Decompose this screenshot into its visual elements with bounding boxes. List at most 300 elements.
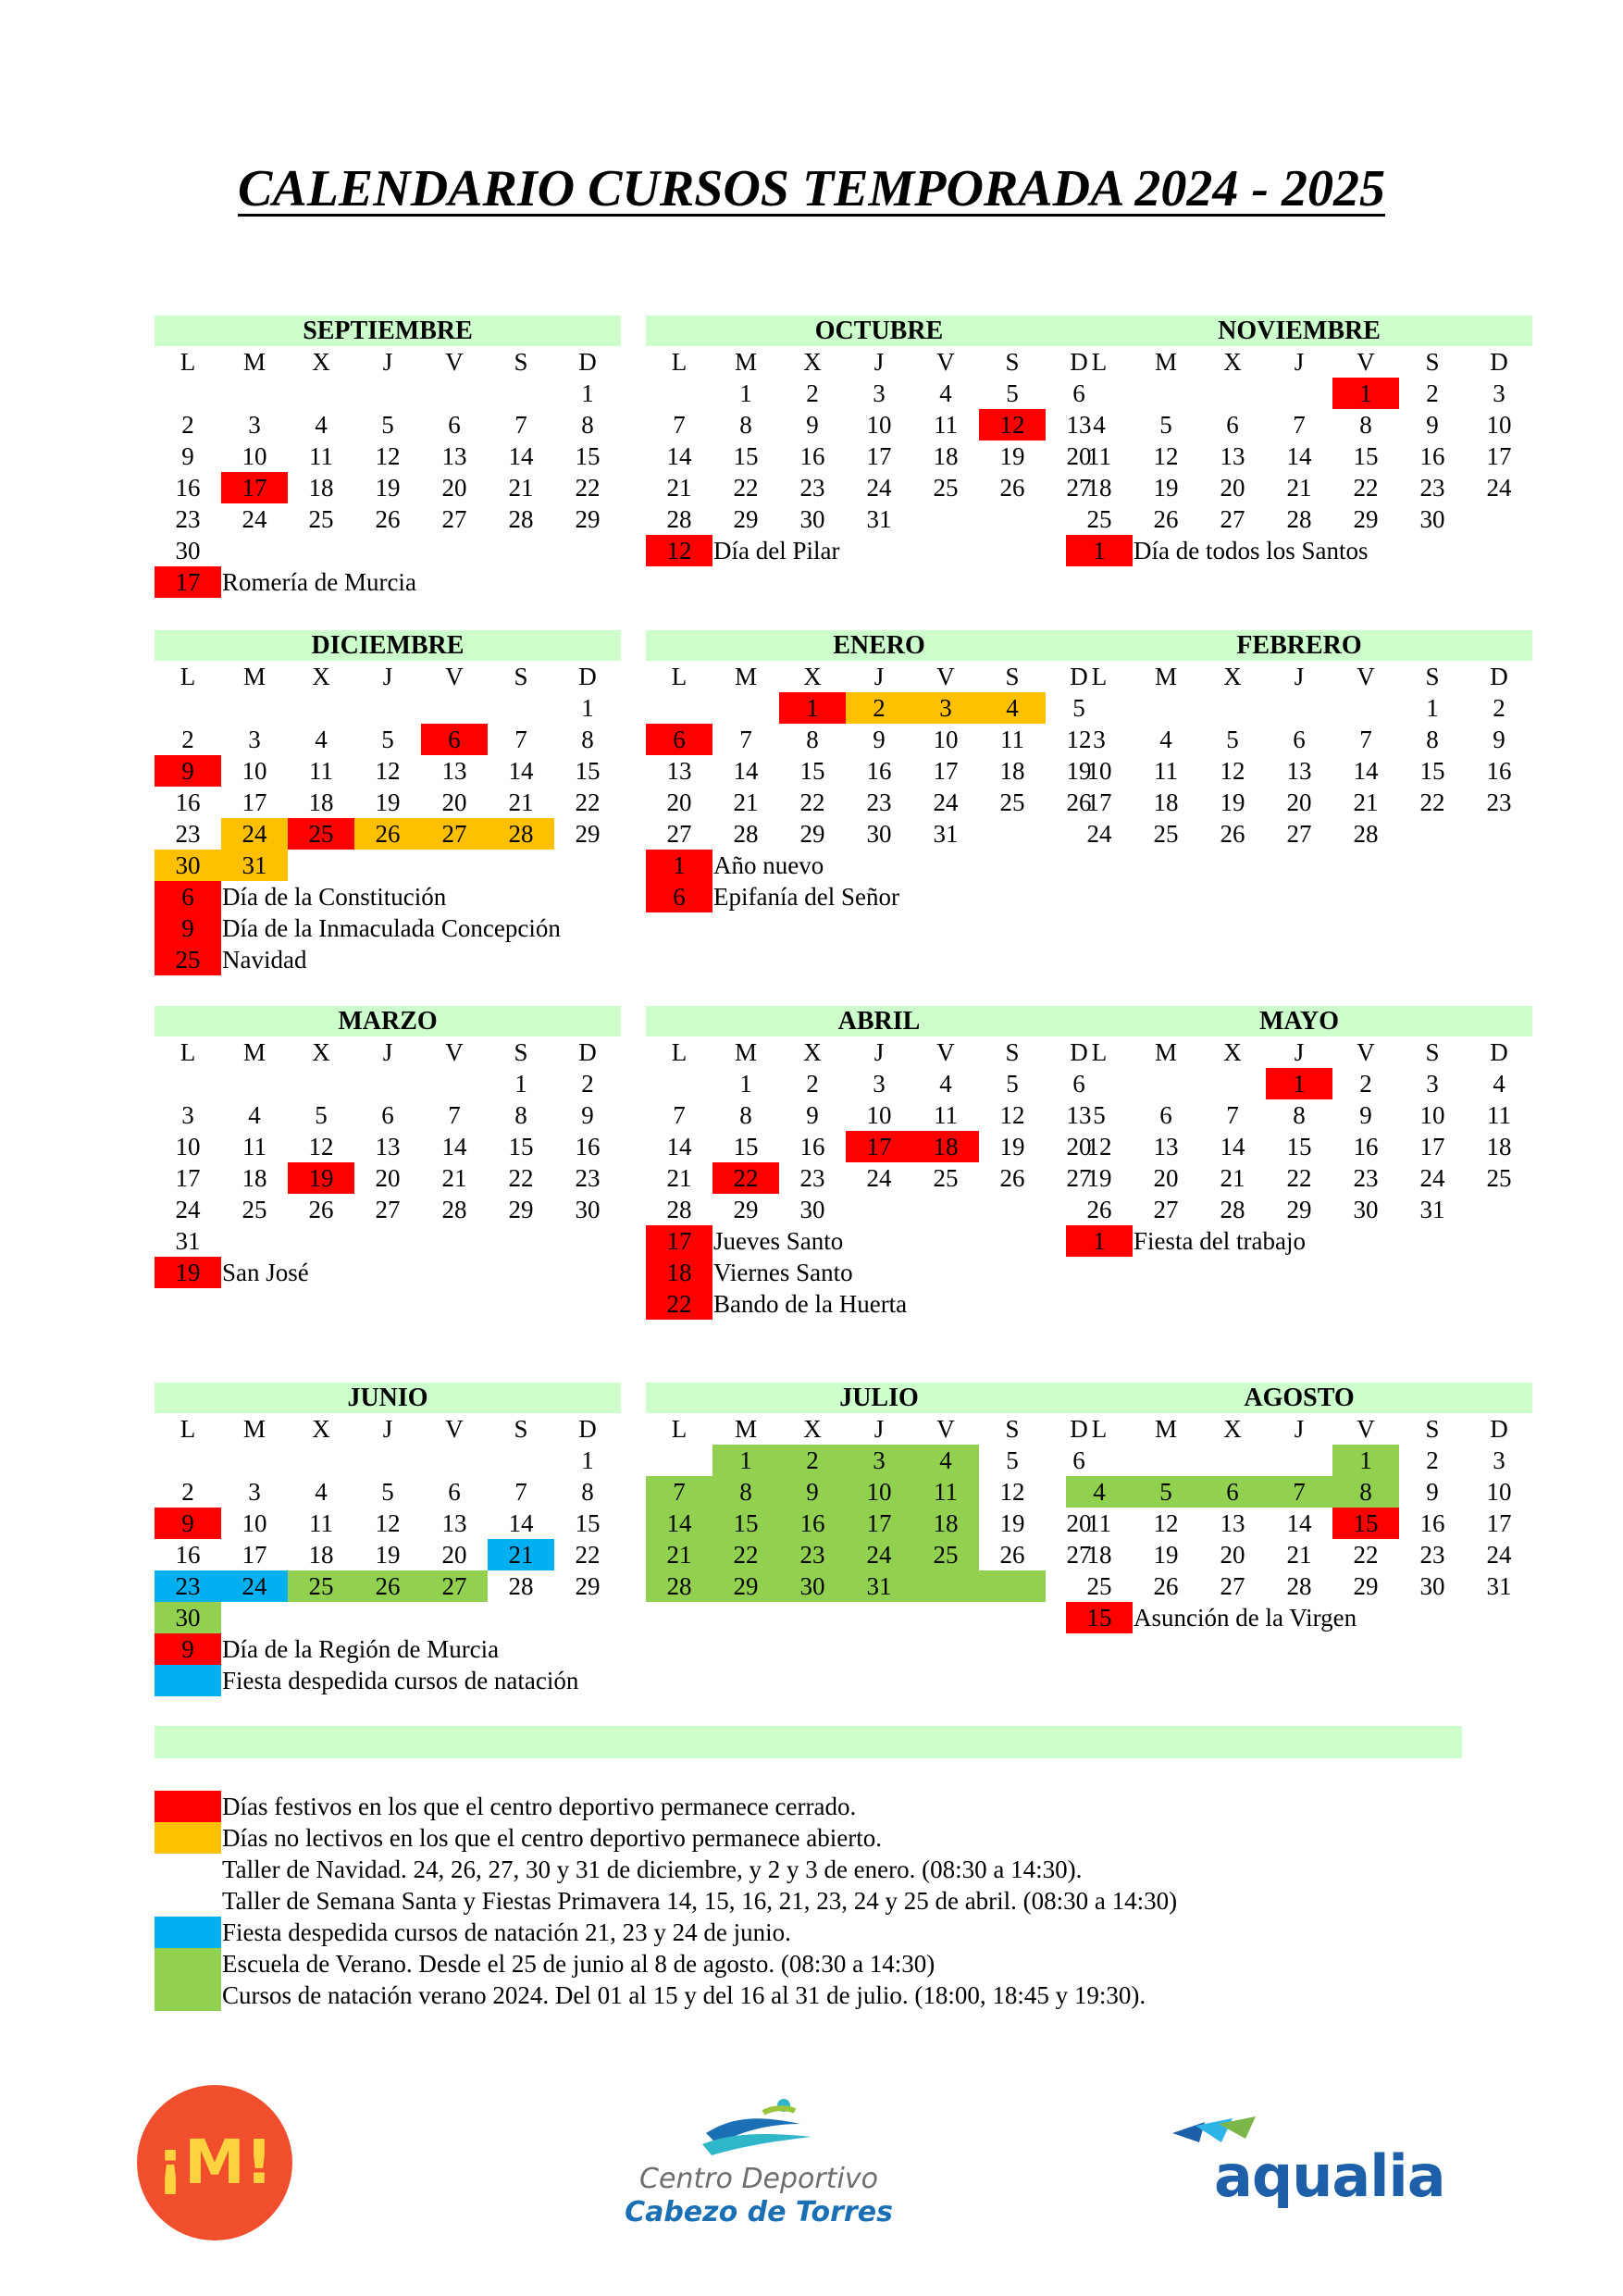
weekday-row bbox=[1066, 346, 1532, 378]
weekday-label: S bbox=[1425, 663, 1440, 690]
empty-cell bbox=[354, 1445, 421, 1476]
day-cell: 2 bbox=[779, 1445, 846, 1476]
week-row bbox=[155, 1539, 621, 1570]
day-cell: 28 bbox=[666, 505, 692, 533]
day-cell: 21 bbox=[441, 1164, 467, 1192]
day-cell: 17 bbox=[1419, 1133, 1445, 1160]
key-item bbox=[155, 1822, 1177, 1854]
day-cell: 20 bbox=[1066, 1133, 1092, 1160]
empty-cell bbox=[421, 1602, 488, 1633]
empty-cell bbox=[354, 1225, 421, 1257]
day-cell: 21 bbox=[1286, 1541, 1312, 1569]
week-row bbox=[646, 472, 1112, 503]
day-cell: 15 bbox=[575, 442, 601, 470]
week-row bbox=[155, 1445, 621, 1476]
day-cell: 8 bbox=[739, 1101, 752, 1129]
empty-cell bbox=[155, 692, 221, 724]
weekday-row bbox=[155, 346, 621, 378]
day-cell: 30 bbox=[1419, 505, 1445, 533]
empty-cell bbox=[1399, 818, 1466, 850]
day-cell: 14 bbox=[1286, 1509, 1312, 1537]
day-cell: 8 bbox=[514, 1101, 527, 1129]
day-cell: 24 bbox=[933, 788, 959, 816]
centro-deportivo-logo bbox=[620, 2096, 898, 2235]
empty-cell bbox=[354, 1068, 421, 1099]
day-cell: 31 bbox=[1419, 1196, 1445, 1223]
day-cell: 6 bbox=[1226, 411, 1239, 439]
day-cell: 26 bbox=[1066, 788, 1092, 816]
day-cell: 27 bbox=[1220, 505, 1245, 533]
day-cell: 26 bbox=[999, 1541, 1025, 1569]
week-row bbox=[155, 1162, 621, 1194]
day-cell: 7 bbox=[673, 411, 686, 439]
day-cell: 3 bbox=[1493, 1446, 1505, 1474]
weekday-label: S bbox=[1425, 1415, 1440, 1443]
day-cell: 3 bbox=[912, 692, 979, 724]
note-day: 17 bbox=[646, 1225, 712, 1257]
day-cell: 18 bbox=[1153, 788, 1179, 816]
day-cell: 28 bbox=[646, 1570, 712, 1602]
day-cell: 7 bbox=[1266, 1476, 1332, 1508]
day-cell: 2 bbox=[181, 411, 194, 439]
empty-cell bbox=[221, 1602, 288, 1633]
day-cell: 21 bbox=[488, 1539, 554, 1570]
day-cell: 15 bbox=[733, 442, 759, 470]
empty-cell bbox=[354, 378, 421, 409]
key-swatch bbox=[155, 1854, 221, 1885]
day-cell: 13 bbox=[441, 442, 467, 470]
page-title: CALENDARIO CURSOS TEMPORADA 2024 - 2025 bbox=[237, 160, 1385, 217]
day-cell: 18 bbox=[933, 442, 959, 470]
day-cell: 19 bbox=[1220, 788, 1245, 816]
weekday-row bbox=[155, 1413, 621, 1445]
day-cell: 17 bbox=[242, 1541, 267, 1569]
weekday-label: X bbox=[803, 348, 822, 376]
day-cell: 6 bbox=[1159, 1101, 1172, 1129]
day-cell: 5 bbox=[381, 1478, 394, 1506]
separator-bar bbox=[155, 1726, 1462, 1758]
day-cell: 9 bbox=[873, 726, 886, 753]
week-row bbox=[1066, 787, 1532, 818]
week-row bbox=[155, 535, 621, 566]
day-cell: 26 bbox=[999, 1164, 1025, 1192]
day-cell: 1 bbox=[1426, 694, 1439, 722]
note-text: Día de la Inmaculada Concepción bbox=[222, 914, 561, 942]
holiday-note bbox=[646, 1288, 1112, 1320]
day-cell: 24 bbox=[1486, 1541, 1512, 1569]
empty-cell bbox=[221, 1068, 288, 1099]
week-row bbox=[155, 1194, 621, 1225]
note-day: 9 bbox=[155, 912, 221, 944]
day-cell: 20 bbox=[441, 1541, 467, 1569]
week-row bbox=[1066, 409, 1532, 441]
empty-cell bbox=[221, 1445, 288, 1476]
holiday-note bbox=[1066, 535, 1532, 566]
day-cell: 4 bbox=[912, 1445, 979, 1476]
month-header: OCTUBRE bbox=[646, 316, 1112, 346]
empty-cell bbox=[421, 1068, 488, 1099]
empty-cell bbox=[1466, 818, 1532, 850]
month-agosto bbox=[1066, 1383, 1532, 1633]
note-day: 1 bbox=[1066, 535, 1133, 566]
holiday-note bbox=[646, 850, 1112, 881]
weekday-label: M bbox=[734, 663, 757, 690]
day-cell: 31 bbox=[866, 505, 892, 533]
day-cell: 2 bbox=[806, 1070, 819, 1098]
day-cell: 29 bbox=[733, 1196, 759, 1223]
day-cell: 7 bbox=[1293, 411, 1306, 439]
aqualia-logo bbox=[1168, 2115, 1455, 2216]
weekday-label: J bbox=[1294, 1038, 1305, 1066]
day-cell: 5 bbox=[1133, 1476, 1199, 1508]
day-cell: 7 bbox=[1359, 726, 1372, 753]
day-cell: 16 bbox=[779, 1508, 846, 1539]
day-cell: 6 bbox=[1072, 1446, 1085, 1474]
note-day: 18 bbox=[646, 1257, 712, 1288]
weekday-label: L bbox=[180, 1415, 196, 1443]
day-cell: 19 bbox=[288, 1162, 354, 1194]
day-cell: 5 bbox=[381, 411, 394, 439]
month-abril bbox=[646, 1006, 1112, 1320]
day-cell: 4 bbox=[315, 1478, 328, 1506]
week-row bbox=[1066, 378, 1532, 409]
day-cell: 15 bbox=[575, 757, 601, 785]
key-text: Días festivos en los que el centro deportivo permanece cerrado. bbox=[222, 1793, 857, 1820]
weekday-label: J bbox=[382, 348, 393, 376]
week-row bbox=[1066, 1445, 1532, 1476]
day-cell: 30 bbox=[155, 1602, 221, 1633]
week-row bbox=[646, 1194, 1112, 1225]
holiday-note bbox=[155, 1633, 621, 1665]
note-text: Romería de Murcia bbox=[222, 568, 416, 596]
weekday-label: J bbox=[873, 663, 885, 690]
week-row bbox=[646, 1445, 1112, 1476]
day-cell: 25 bbox=[288, 1570, 354, 1602]
day-cell: 26 bbox=[354, 818, 421, 850]
key-text: Cursos de natación verano 2024. Del 01 al 15 y del 16 al 31 de julio. (18:00, 18:45 y 19:30). bbox=[222, 1981, 1146, 2009]
holiday-note bbox=[646, 881, 1112, 912]
note-day: 1 bbox=[1066, 1225, 1133, 1257]
weekday-label: S bbox=[514, 1038, 528, 1066]
day-cell: 23 bbox=[175, 505, 201, 533]
day-cell: 8 bbox=[1293, 1101, 1306, 1129]
month-header: NOVIEMBRE bbox=[1066, 316, 1532, 346]
day-cell: 4 bbox=[248, 1101, 261, 1129]
key-swatch bbox=[155, 1822, 221, 1854]
day-cell: 17 bbox=[846, 1131, 912, 1162]
holiday-note bbox=[1066, 1602, 1532, 1633]
day-cell: 11 bbox=[1154, 757, 1178, 785]
day-cell: 28 bbox=[1353, 820, 1379, 848]
note-text: San José bbox=[222, 1259, 309, 1286]
day-cell: 15 bbox=[1353, 442, 1379, 470]
day-cell: 18 bbox=[912, 1508, 979, 1539]
weekday-label: V bbox=[936, 1038, 955, 1066]
empty-cell bbox=[488, 535, 554, 566]
key-swatch bbox=[155, 1791, 221, 1822]
day-cell: 1 bbox=[581, 379, 594, 407]
day-cell: 11 bbox=[309, 757, 333, 785]
day-cell: 14 bbox=[1353, 757, 1379, 785]
day-cell: 12 bbox=[999, 1478, 1025, 1506]
empty-cell bbox=[288, 1602, 354, 1633]
day-cell: 24 bbox=[1419, 1164, 1445, 1192]
day-cell: 2 bbox=[181, 1478, 194, 1506]
empty-cell bbox=[846, 1194, 912, 1225]
weekday-label: J bbox=[1294, 663, 1305, 690]
day-cell: 18 bbox=[242, 1164, 267, 1192]
key-item bbox=[155, 1885, 1177, 1917]
day-cell: 1 bbox=[779, 692, 846, 724]
empty-cell bbox=[1332, 692, 1399, 724]
weekday-label: V bbox=[1357, 663, 1375, 690]
week-row bbox=[155, 1068, 621, 1099]
weekday-label: L bbox=[180, 348, 196, 376]
day-cell: 15 bbox=[712, 1508, 779, 1539]
note-day: 22 bbox=[646, 1288, 712, 1320]
day-cell: 27 bbox=[1286, 820, 1312, 848]
day-cell: 19 bbox=[1086, 1164, 1112, 1192]
day-cell: 23 bbox=[1353, 1164, 1379, 1192]
day-cell: 9 bbox=[806, 1101, 819, 1129]
day-cell: 30 bbox=[779, 1570, 846, 1602]
day-cell: 7 bbox=[1226, 1101, 1239, 1129]
week-row bbox=[646, 692, 1112, 724]
day-cell: 4 bbox=[939, 1070, 952, 1098]
day-cell: 20 bbox=[1153, 1164, 1179, 1192]
weekday-label: D bbox=[578, 1038, 597, 1066]
week-row bbox=[155, 787, 621, 818]
empty-cell bbox=[554, 535, 621, 566]
empty-cell bbox=[1199, 1445, 1266, 1476]
day-cell: 19 bbox=[375, 788, 401, 816]
empty-cell bbox=[288, 1225, 354, 1257]
day-cell: 23 bbox=[1486, 788, 1512, 816]
day-cell: 28 bbox=[1286, 1572, 1312, 1600]
day-cell: 6 bbox=[646, 724, 712, 755]
weekday-label: M bbox=[734, 1038, 757, 1066]
day-cell: 11 bbox=[934, 1101, 958, 1129]
holiday-note bbox=[646, 535, 1112, 566]
week-row bbox=[646, 724, 1112, 755]
note-text: Bando de la Huerta bbox=[713, 1290, 908, 1318]
empty-cell bbox=[488, 1602, 554, 1633]
day-cell: 10 bbox=[1486, 411, 1512, 439]
note-text: Día del Pilar bbox=[713, 537, 840, 565]
note-text: Epifanía del Señor bbox=[713, 883, 899, 911]
day-cell: 27 bbox=[375, 1196, 401, 1223]
key-swatch bbox=[155, 1948, 221, 1980]
day-cell: 8 bbox=[1426, 726, 1439, 753]
weekday-label: V bbox=[1357, 1038, 1375, 1066]
weekday-label: V bbox=[936, 1415, 955, 1443]
weekday-label: X bbox=[1223, 1038, 1242, 1066]
day-cell: 27 bbox=[1066, 1541, 1092, 1569]
weekday-row bbox=[155, 1036, 621, 1068]
day-cell: 25 bbox=[933, 474, 959, 502]
day-cell: 29 bbox=[575, 820, 601, 848]
holiday-note bbox=[155, 566, 621, 598]
empty-cell bbox=[1199, 1068, 1266, 1099]
weekday-label: S bbox=[514, 663, 528, 690]
day-cell: 1 bbox=[581, 1446, 594, 1474]
weekday-label: D bbox=[578, 663, 597, 690]
centro-line2: Cabezo de Torres bbox=[625, 2196, 893, 2228]
day-cell: 6 bbox=[448, 1478, 461, 1506]
empty-cell bbox=[1133, 692, 1199, 724]
empty-cell bbox=[288, 378, 354, 409]
month-header: AGOSTO bbox=[1066, 1383, 1532, 1413]
holiday-note bbox=[155, 881, 621, 912]
week-row bbox=[1066, 1476, 1532, 1508]
day-cell: 24 bbox=[242, 505, 267, 533]
municipal-logo-text: ¡M! bbox=[156, 2127, 273, 2198]
day-cell: 15 bbox=[799, 757, 825, 785]
day-cell: 31 bbox=[175, 1227, 201, 1255]
week-row bbox=[155, 378, 621, 409]
day-cell: 13 bbox=[1220, 442, 1245, 470]
day-cell: 23 bbox=[155, 1570, 221, 1602]
key-text: Taller de Semana Santa y Fiestas Primavera 14, 15, 16, 21, 23, 24 y 25 de abril. (08:30 a 14:30) bbox=[222, 1887, 1178, 1915]
day-cell: 9 bbox=[806, 411, 819, 439]
weekday-label: D bbox=[1070, 1038, 1088, 1066]
day-cell: 22 bbox=[575, 1541, 601, 1569]
empty-cell bbox=[488, 1445, 554, 1476]
empty-cell bbox=[1133, 1068, 1199, 1099]
key-item bbox=[155, 1854, 1177, 1885]
empty-cell bbox=[912, 503, 979, 535]
note-day: 25 bbox=[155, 944, 221, 975]
day-cell: 30 bbox=[575, 1196, 601, 1223]
day-cell: 1 bbox=[581, 694, 594, 722]
empty-cell bbox=[354, 692, 421, 724]
day-cell: 5 bbox=[1072, 694, 1085, 722]
weekday-label: L bbox=[1091, 348, 1108, 376]
day-cell: 15 bbox=[1286, 1133, 1312, 1160]
week-row bbox=[155, 692, 621, 724]
week-row bbox=[155, 1476, 621, 1508]
day-cell: 7 bbox=[448, 1101, 461, 1129]
weekday-label: X bbox=[803, 663, 822, 690]
empty-cell bbox=[421, 1225, 488, 1257]
weekday-label: S bbox=[1005, 1415, 1020, 1443]
day-cell: 11 bbox=[912, 1476, 979, 1508]
day-cell: 13 bbox=[1153, 1133, 1179, 1160]
week-row bbox=[1066, 503, 1532, 535]
day-cell: 8 bbox=[581, 411, 594, 439]
swimmer-wave-logo-icon bbox=[699, 2096, 819, 2161]
empty-cell bbox=[288, 1445, 354, 1476]
weekday-label: V bbox=[1357, 348, 1375, 376]
day-cell: 25 bbox=[912, 1539, 979, 1570]
week-row bbox=[155, 1570, 621, 1602]
weekday-label: X bbox=[1223, 1415, 1242, 1443]
weekday-label: L bbox=[671, 1038, 688, 1066]
day-cell: 23 bbox=[779, 1539, 846, 1570]
day-cell: 12 bbox=[375, 757, 401, 785]
weekday-label: J bbox=[1294, 1415, 1305, 1443]
day-cell: 11 bbox=[1000, 726, 1024, 753]
empty-cell bbox=[712, 692, 779, 724]
note-day: 17 bbox=[155, 566, 221, 598]
empty-cell bbox=[646, 1445, 712, 1476]
weekday-label: D bbox=[1070, 1415, 1088, 1443]
day-cell: 15 bbox=[1332, 1508, 1399, 1539]
day-cell: 22 bbox=[575, 474, 601, 502]
weekday-label: V bbox=[1357, 1415, 1375, 1443]
month-febrero bbox=[1066, 630, 1532, 850]
day-cell: 26 bbox=[1153, 1572, 1179, 1600]
day-cell: 19 bbox=[999, 1133, 1025, 1160]
day-cell: 17 bbox=[1486, 1509, 1512, 1537]
day-cell: 9 bbox=[779, 1476, 846, 1508]
day-cell: 15 bbox=[1419, 757, 1445, 785]
weekday-label: J bbox=[1294, 348, 1305, 376]
week-row bbox=[1066, 1099, 1532, 1131]
day-cell: 12 bbox=[308, 1133, 334, 1160]
day-cell: 28 bbox=[441, 1196, 467, 1223]
day-cell: 26 bbox=[375, 505, 401, 533]
weekday-label: D bbox=[1070, 348, 1088, 376]
day-cell: 16 bbox=[1419, 1509, 1445, 1537]
holiday-note bbox=[1066, 1225, 1532, 1257]
day-cell: 24 bbox=[221, 1570, 288, 1602]
weekday-label: L bbox=[671, 663, 688, 690]
note-text: Día de la Región de Murcia bbox=[222, 1635, 500, 1663]
day-cell: 4 bbox=[1493, 1070, 1505, 1098]
week-row bbox=[155, 409, 621, 441]
day-cell: 8 bbox=[739, 411, 752, 439]
note-day: 6 bbox=[155, 881, 221, 912]
day-cell: 22 bbox=[712, 1162, 779, 1194]
day-cell: 9 bbox=[155, 1508, 221, 1539]
empty-cell bbox=[646, 692, 712, 724]
day-cell: 24 bbox=[866, 474, 892, 502]
weekday-label: V bbox=[445, 663, 464, 690]
key-swatch bbox=[155, 1980, 221, 2011]
empty-cell bbox=[488, 692, 554, 724]
weekday-label: D bbox=[1490, 348, 1508, 376]
day-cell: 17 bbox=[1486, 442, 1512, 470]
day-cell: 15 bbox=[733, 1133, 759, 1160]
day-cell: 25 bbox=[1486, 1164, 1512, 1192]
day-cell: 30 bbox=[1419, 1572, 1445, 1600]
day-cell: 20 bbox=[375, 1164, 401, 1192]
month-octubre bbox=[646, 316, 1112, 566]
week-row bbox=[1066, 1131, 1532, 1162]
week-row bbox=[155, 724, 621, 755]
day-cell: 1 bbox=[1266, 1068, 1332, 1099]
day-cell: 16 bbox=[175, 788, 201, 816]
day-cell: 12 bbox=[1220, 757, 1245, 785]
day-cell: 18 bbox=[308, 788, 334, 816]
month-junio bbox=[155, 1383, 621, 1696]
week-row bbox=[646, 1099, 1112, 1131]
day-cell: 16 bbox=[575, 1133, 601, 1160]
empty-cell bbox=[1466, 503, 1532, 535]
day-cell: 10 bbox=[866, 411, 892, 439]
day-cell: 19 bbox=[1153, 474, 1179, 502]
day-cell: 25 bbox=[999, 788, 1025, 816]
day-cell: 9 bbox=[155, 755, 221, 787]
week-row bbox=[155, 441, 621, 472]
day-cell: 29 bbox=[799, 820, 825, 848]
day-cell: 17 bbox=[242, 788, 267, 816]
day-cell: 16 bbox=[1486, 757, 1512, 785]
day-cell: 21 bbox=[666, 1164, 692, 1192]
empty-cell bbox=[488, 378, 554, 409]
week-row bbox=[646, 1068, 1112, 1099]
